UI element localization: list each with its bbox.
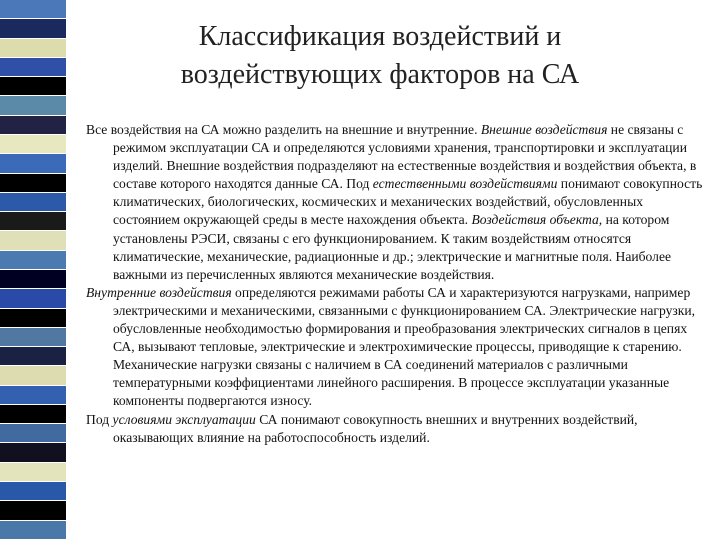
stripe-block [0, 0, 66, 19]
title-line-2: воздействующих факторов на СА [180, 59, 580, 90]
italic-term: естественными воздействиями [372, 176, 558, 192]
stripe-block [0, 521, 66, 540]
italic-term: Воздействия объекта, [471, 212, 603, 228]
stripe-block [0, 231, 66, 250]
stripe-block [0, 366, 66, 385]
slide-body [86, 121, 712, 447]
stripe-block [0, 96, 66, 115]
stripe-block [0, 309, 66, 328]
stripe-block [0, 328, 66, 347]
stripe-block [0, 443, 66, 462]
stripe-block [0, 289, 66, 308]
text-run: СА понимают совокупность внешних и внутренних воздействий, оказывающих влияние на работоспособность изделий. [113, 411, 638, 445]
text-run: понимают совокупность климатических, биологических, космических и механических воздействий, обусловленных состоянием окружающей среды в месте нахождения объекта. [113, 176, 703, 228]
italic-term: Внешние воздействия [480, 122, 608, 137]
italic-term: Внутренние воздействия [86, 284, 232, 300]
stripe-block [0, 424, 66, 443]
text-run: не связаны с режимом эксплуатации СА и определяются условиями хранения, транспортировки и эксплуатации изделий. Внешние воздействия подразделяют на естественные воздействия и воздействия объекта, в составе которого находятся данные СА. Под [113, 122, 697, 192]
title-line-1: Классификация воздействий и [198, 21, 562, 52]
stripe-block [0, 212, 66, 231]
stripe-block [0, 251, 66, 270]
text-run: Все воздействия на СА можно разделить на внешние и внутренние. [86, 122, 481, 137]
paragraph-internal [86, 284, 712, 411]
stripe-block [0, 463, 66, 482]
stripe-block [0, 154, 66, 173]
stripe-block [0, 39, 66, 58]
stripe-block [0, 347, 66, 366]
decorative-stripe [0, 0, 66, 540]
stripe-block [0, 135, 66, 154]
italic-term: условиями эксплуатации [112, 411, 256, 427]
stripe-block [0, 19, 66, 38]
paragraph-external [86, 121, 712, 284]
text-run: на котором установлены РЭСИ, связаны с его функционированием. К таким воздействиям относятся климатические, механические, радиационные и др.; электрические и магнитные поля. Наиболее важными из перечисленных являются механические воздействия. [113, 212, 672, 282]
stripe-block [0, 193, 66, 212]
paragraph-operating-conditions [86, 411, 712, 447]
stripe-block [0, 270, 66, 289]
stripe-block [0, 482, 66, 501]
slide-title [120, 18, 640, 94]
stripe-block [0, 174, 66, 193]
text-run: Под [86, 411, 113, 427]
stripe-block [0, 405, 66, 424]
text-run: определяются режимами работы СА и характеризуются нагрузками, например электрическими и механическими, связанными с функционированием СА. Электрические нагрузки, обусловленные необходимостью формирования и преобразования электрических сигналов в цепях СА, вызывают тепловые, электрические и электрохимические процессы, приводящие к старению. Механические нагрузки связаны с наличием в СА соединений материалов с различными температурными коэффициентами линейного расширения. В процессе эксплуатации указанные компоненты подвергаются износу. [113, 284, 696, 409]
stripe-block [0, 58, 66, 77]
stripe-block [0, 77, 66, 96]
stripe-block [0, 116, 66, 135]
stripe-block [0, 386, 66, 405]
stripe-block [0, 501, 66, 520]
